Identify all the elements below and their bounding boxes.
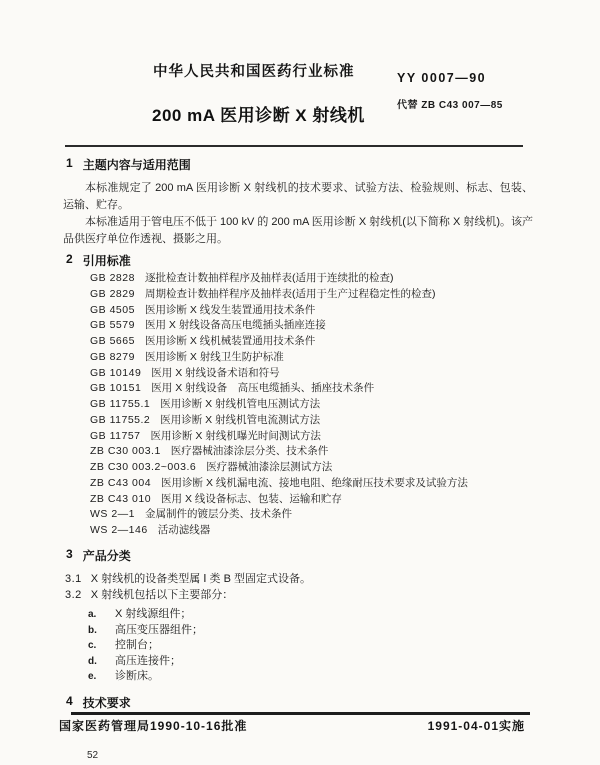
clause-text: X 射线机的设备类型属 Ⅰ 类 B 型固定式设备。 [90,573,311,585]
section-1-body [63,180,533,248]
section-number: 4 [66,694,73,708]
reference-title: 医用诊断 X 射线机管电流测试方法 [160,413,321,426]
reference-item [90,350,534,366]
section-2-heading [66,252,131,269]
supersedes-note: 代替 ZB C43 007—85 [397,100,503,111]
reference-code: GB 11755.2 [90,413,151,426]
reference-item [90,287,534,303]
reference-item [90,507,534,523]
document-title: 200 mA 医用诊断 X 射线机 [152,106,365,125]
reference-title: 医用 X 射线设备 高压电缆插头、插座技术条件 [151,382,375,395]
reference-item [90,476,534,492]
reference-code: GB 5665 [90,335,135,347]
approval-note: 国家医药管理局1990-10-16批准 [59,719,248,733]
reference-code: ZB C30 003.1 [90,445,161,458]
list-item [88,607,203,623]
paragraph: 本标准适用于管电压不低于 100 kV 的 200 mA 医用诊断 X 射线机(以下简称 X 射线机)。该产品供医疗单位作透视、摄影之用。 [63,216,533,245]
clause-item [65,571,535,587]
reference-item [90,460,534,476]
reference-title: 活动滤线器 [157,524,211,536]
section-title: 引用标准 [82,254,131,268]
list-item [88,638,203,654]
implementation-note: 1991-04-01实施 [427,719,525,733]
reference-code: ZB C43 004 [90,476,152,489]
reference-code: GB 2829 [90,287,135,300]
list-text: 控制台； [115,639,159,652]
reference-code: WS 2—146 [90,524,148,536]
reference-code: GB 11755.1 [90,398,151,410]
reference-code: GB 10149 [90,366,142,379]
reference-code: ZB C30 003.2~003.6 [90,461,197,473]
clause-number: 3.2 [65,589,82,601]
reference-code: GB 4505 [90,303,135,316]
reference-title: 医用诊断 X 射线机曝光时间测试方法 [150,429,321,442]
reference-title: 医用诊断 X 射线机管电压测试方法 [160,398,321,410]
section-1-heading [66,156,191,173]
reference-title: 周期检查计数抽样程序及抽样表(适用于生产过程稳定性的检查) [144,287,436,300]
reference-item [90,334,534,350]
reference-code: ZB C43 010 [90,492,152,505]
classification-items [65,571,535,603]
standard-org-title: 中华人民共和国医药行业标准 [153,64,355,80]
reference-title: 金属制件的镀层分类、技术条件 [145,508,293,521]
reference-item [90,413,534,429]
reference-code: GB 11757 [90,429,141,442]
list-marker: a. [88,609,97,620]
reference-item [90,523,534,539]
reference-title: 医用诊断 X 线机漏电流、接地电阻、绝缘耐压技术要求及试验方法 [161,476,468,489]
reference-code: GB 8279 [90,350,135,363]
list-item [88,623,203,639]
section-title: 产品分类 [82,549,131,563]
list-item [88,654,203,670]
section-3-heading [66,547,131,564]
list-marker: e. [88,671,97,683]
reference-title: 医用 X 射线设备术语和符号 [151,366,280,379]
reference-item [90,429,534,445]
list-text: 高压连接件； [115,654,181,667]
section-title: 技术要求 [82,696,131,710]
list-text: X 射线源组件； [115,608,192,620]
list-marker: c. [88,640,97,652]
list-text: 高压变压器组件； [115,623,203,636]
section-number: 3 [66,547,73,561]
section-number: 2 [66,252,73,266]
reference-code: GB 2828 [90,272,135,284]
parts-list [88,607,203,685]
reference-item [90,444,534,460]
list-marker: b. [88,624,97,636]
reference-code: WS 2—1 [90,508,136,521]
list-marker: d. [88,655,97,667]
reference-title: 医用诊断 X 线发生装置通用技术条件 [144,303,316,316]
reference-item [90,366,534,382]
reference-list [90,271,534,539]
reference-item [90,318,534,334]
reference-item [90,381,534,397]
list-item [88,669,203,685]
clause-text: X 射线机包括以下主要部分： [90,589,234,601]
footer [59,717,525,734]
reference-title: 医用诊断 X 线机械装置通用技术条件 [144,335,316,347]
reference-title: 医用 X 线设备标志、包装、运输和贮存 [161,492,342,505]
reference-title: 医疗器械油漆涂层分类、技术条件 [170,445,329,458]
reference-item [90,492,534,508]
clause-item [65,587,535,603]
paragraph: 本标准规定了 200 mA 医用诊断 X 射线机的技术要求、试验方法、检验规则、标志、包装、运输、贮存。 [63,182,533,211]
page-number: 52 [87,750,99,761]
reference-title: 医用 X 射线设备高压电缆插头插座连接 [144,319,326,332]
reference-item [90,271,534,287]
footer-divider [71,712,530,715]
reference-title: 医疗器械油漆涂层测试方法 [206,461,333,473]
section-number: 1 [66,156,73,170]
reference-code: GB 10151 [90,382,142,395]
section-title: 主题内容与适用范围 [82,158,191,172]
reference-item [90,397,534,413]
header-divider [65,145,523,147]
clause-number: 3.1 [65,573,82,585]
reference-code: GB 5579 [90,319,135,332]
reference-title: 医用诊断 X 射线卫生防护标准 [144,350,284,363]
reference-title: 逐批检查计数抽样程序及抽样表(适用于连续批的检查) [144,272,394,284]
reference-item [90,303,534,319]
list-text: 诊断床。 [115,670,159,683]
section-4-heading [66,694,131,711]
standard-number: YY 0007—90 [397,71,487,85]
